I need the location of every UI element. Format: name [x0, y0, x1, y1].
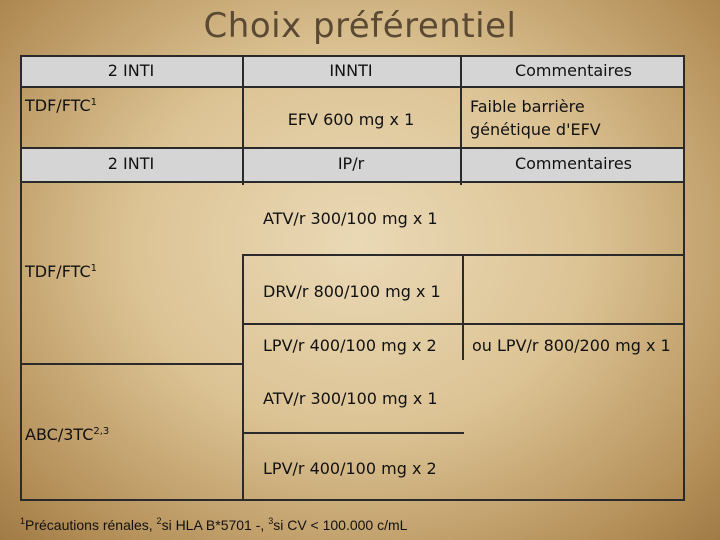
regimen-cell: LPV/r 400/100 mg x 2	[263, 459, 437, 478]
group-divider	[20, 363, 242, 365]
comment-line: Faible barrière	[470, 97, 585, 116]
backbone-label: TDF/FTC$^1$	[25, 96, 97, 115]
page-title: Choix préférentiel	[203, 6, 517, 46]
row-divider	[242, 323, 685, 325]
footnote: $^1$Précautions rénales, $^2$si HLA B*5701 -, $^3$si CV < 100.000 c/mL	[20, 516, 408, 533]
header-commentaires: Commentaires	[514, 61, 633, 80]
regimen-cell: LPV/r 400/100 mg x 2	[263, 336, 437, 355]
header-2inti: 2 INTI	[107, 154, 155, 173]
column-divider	[242, 255, 244, 501]
column-divider	[462, 255, 464, 360]
regimen-cell: EFV 600 mg x 1	[287, 110, 415, 129]
regimen-cell: DRV/r 800/100 mg x 1	[263, 282, 441, 301]
regimen-cell: ATV/r 300/100 mg x 1	[263, 389, 438, 408]
header-innti: INNTI	[329, 61, 373, 80]
backbone-label: TDF/FTC$^1$	[25, 262, 97, 281]
header-2inti: 2 INTI	[107, 61, 155, 80]
row-divider	[242, 254, 685, 256]
comment-line: génétique d'EFV	[470, 120, 601, 139]
backbone-label: ABC/3TC$^{2,3}$	[25, 425, 110, 444]
header-commentaires: Commentaires	[514, 154, 633, 173]
row-divider	[242, 432, 464, 434]
regimen-cell: ATV/r 300/100 mg x 1	[263, 209, 438, 228]
header-ip-r: IP/r	[337, 154, 365, 173]
comment-cell: ou LPV/r 800/200 mg x 1	[472, 336, 671, 355]
